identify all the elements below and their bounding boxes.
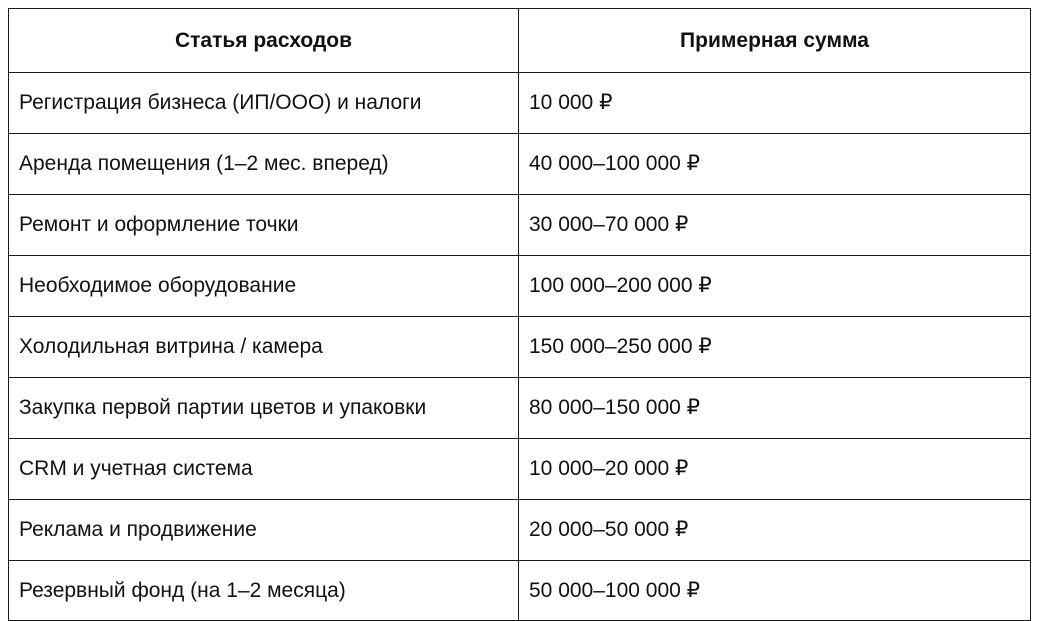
expense-item-cell: Реклама и продвижение <box>9 500 519 561</box>
expense-item-cell: Ремонт и оформление точки <box>9 195 519 256</box>
expense-item-cell: Холодильная витрина / камера <box>9 317 519 378</box>
table-row <box>9 378 1031 439</box>
table-row <box>9 500 1031 561</box>
table-row <box>9 73 1031 134</box>
table-row <box>9 561 1031 621</box>
table-row <box>9 256 1031 317</box>
amount-cell: 20 000–50 000 ₽ <box>519 500 1031 561</box>
table-row <box>9 317 1031 378</box>
amount-cell: 10 000–20 000 ₽ <box>519 439 1031 500</box>
table-row <box>9 134 1031 195</box>
header-approx-amount: Примерная сумма <box>519 9 1031 73</box>
table-row <box>9 439 1031 500</box>
expense-item-cell: Закупка первой партии цветов и упаковки <box>9 378 519 439</box>
expense-item-cell: Аренда помещения (1–2 мес. вперед) <box>9 134 519 195</box>
amount-cell: 80 000–150 000 ₽ <box>519 378 1031 439</box>
expense-item-cell: Необходимое оборудование <box>9 256 519 317</box>
table-header-row <box>9 9 1031 73</box>
amount-cell: 100 000–200 000 ₽ <box>519 256 1031 317</box>
expenses-table-wrapper <box>8 8 1030 621</box>
amount-cell: 150 000–250 000 ₽ <box>519 317 1031 378</box>
expense-item-cell: Регистрация бизнеса (ИП/ООО) и налоги <box>9 73 519 134</box>
amount-cell: 40 000–100 000 ₽ <box>519 134 1031 195</box>
expense-item-cell: Резервный фонд (на 1–2 месяца) <box>9 561 519 621</box>
amount-cell: 50 000–100 000 ₽ <box>519 561 1031 621</box>
expense-item-cell: CRM и учетная система <box>9 439 519 500</box>
amount-cell: 10 000 ₽ <box>519 73 1031 134</box>
expenses-table <box>8 8 1031 621</box>
header-expense-item: Статья расходов <box>9 9 519 73</box>
table-row <box>9 195 1031 256</box>
amount-cell: 30 000–70 000 ₽ <box>519 195 1031 256</box>
